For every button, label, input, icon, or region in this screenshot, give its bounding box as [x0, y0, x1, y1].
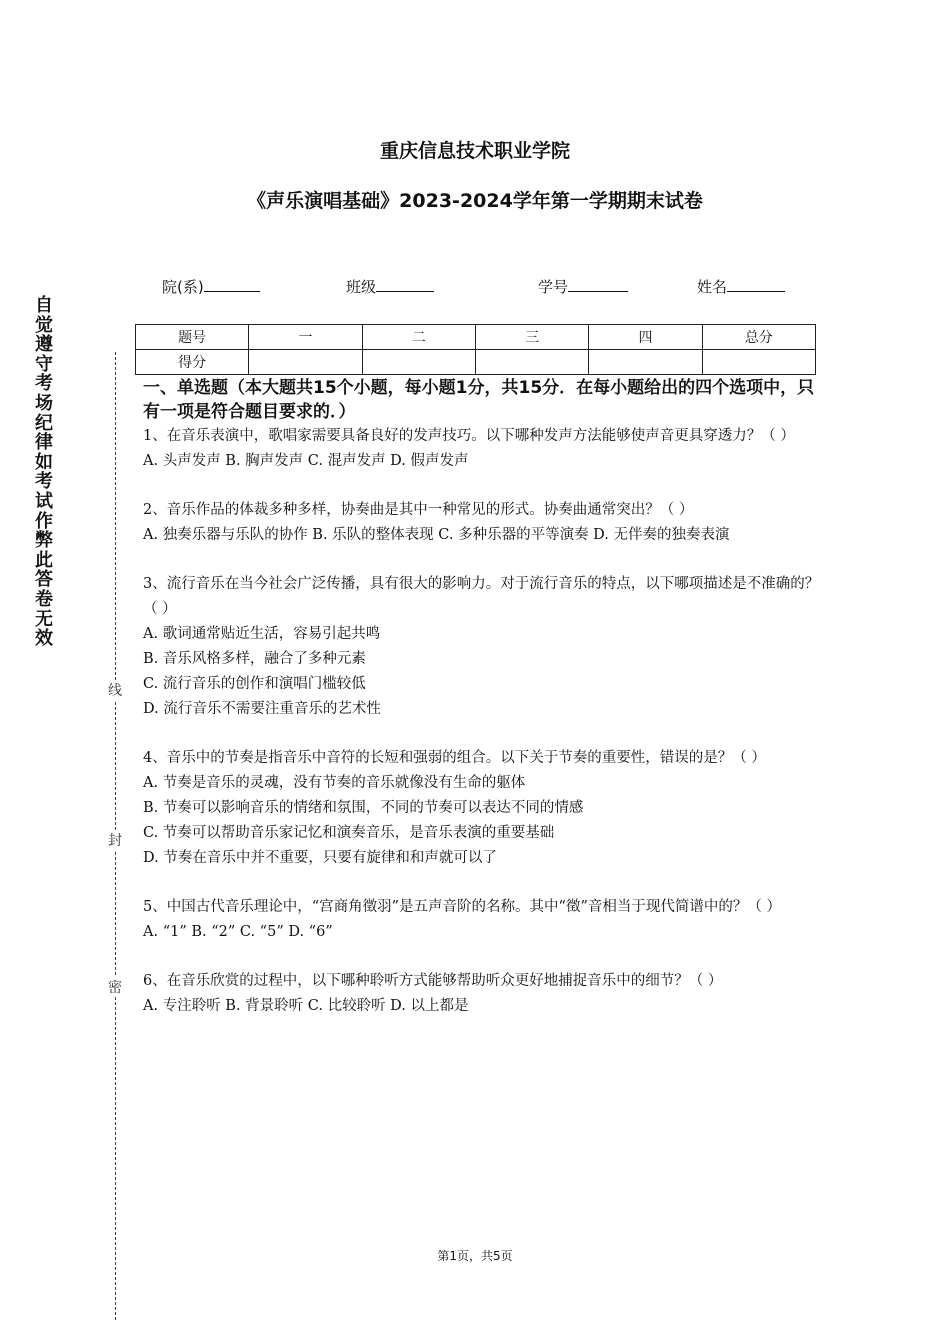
question-options: A. 独奏乐器与乐队的协作 B. 乐队的整体表现 C. 多种乐器的平等演奏 D. 无伴奏的独奏表演: [143, 527, 730, 543]
option-a: A. 歌词通常贴近生活，容易引起共鸣: [143, 626, 381, 642]
question-5: [143, 895, 821, 945]
student-id-field: [538, 276, 628, 297]
seal-label-dense: 密: [106, 977, 124, 997]
spacer: [143, 722, 821, 746]
score-table-col-3: 三: [475, 325, 588, 350]
name-field: [697, 276, 785, 297]
score-cell-total: [702, 350, 815, 375]
question-3: [143, 572, 821, 722]
option-b: B. 音乐风格多样，融合了多种元素: [143, 651, 366, 667]
option-d: D. 流行音乐不需要注重音乐的艺术性: [143, 701, 381, 717]
question-2: [143, 498, 821, 548]
question-6: [143, 969, 821, 1019]
score-cell-3: [475, 350, 588, 375]
score-cell-1: [249, 350, 362, 375]
student-id-label: 学号: [538, 278, 569, 296]
class-label: 班级: [346, 278, 377, 296]
option-c: C. 流行音乐的创作和演唱门槛较低: [143, 676, 366, 692]
student-id-blank: [568, 276, 628, 292]
question-options: A. 专注聆听 B. 背景聆听 C. 比较聆听 D. 以上都是: [143, 998, 469, 1014]
exam-content: [143, 376, 821, 1019]
question-stem: 4、音乐中的节奏是指音乐中音符的长短和强弱的组合。以下关于节奏的重要性，错误的是？（ ）: [143, 750, 766, 766]
score-cell-4: [589, 350, 702, 375]
question-stem: 6、在音乐欣赏的过程中，以下哪种聆听方式能够帮助听众更好地捕捉音乐中的细节？（ ）: [143, 973, 723, 989]
spacer: [143, 548, 821, 572]
class-blank: [376, 276, 434, 292]
score-table-header-row: [136, 325, 816, 350]
score-table-score-row: [136, 350, 816, 375]
option-a: A. 节奏是音乐的灵魂，没有节奏的音乐就像没有生命的躯体: [143, 775, 526, 791]
page-number: 第1页，共5页: [437, 1249, 513, 1263]
seal-label-line: 线: [106, 680, 124, 700]
exam-title: 《声乐演唱基础》2023-2024学年第一学期期末试卷: [247, 190, 703, 212]
department-field: [162, 276, 260, 297]
department-blank: [204, 276, 260, 292]
option-c: C. 节奏可以帮助音乐家记忆和演奏音乐，是音乐表演的重要基础: [143, 825, 555, 841]
spacer: [143, 945, 821, 969]
question-stem: 2、音乐作品的体裁多种多样，协奏曲是其中一种常见的形式。协奏曲通常突出？（ ）: [143, 502, 694, 518]
spacer: [143, 474, 821, 498]
question-options: A. 头声发声 B. 胸声发声 C. 混声发声 D. 假声发声: [143, 453, 469, 469]
question-1: [143, 424, 821, 474]
score-table-col-total: 总分: [702, 325, 815, 350]
class-field: [346, 276, 434, 297]
spacer: [143, 871, 821, 895]
name-label: 姓名: [697, 278, 728, 296]
option-d: D. 节奏在音乐中并不重要，只要有旋律和和声就可以了: [143, 850, 497, 866]
exam-discipline-warning: 自觉遵守考场纪律如考试作弊此答卷无效: [35, 295, 53, 650]
score-table-row-label: 题号: [136, 325, 249, 350]
question-stem: 5、中国古代音乐理论中，“宫商角徵羽”是五声音阶的名称。其中“徵”音相当于现代简谱中的？（ ）: [143, 899, 781, 915]
score-table-col-4: 四: [589, 325, 702, 350]
seal-label-seal: 封: [106, 830, 124, 850]
question-options: A. “1” B. “2” C. “5” D. “6”: [143, 924, 333, 940]
score-table-score-label: 得分: [136, 350, 249, 375]
department-label: 院(系): [162, 278, 204, 296]
score-cell-2: [362, 350, 475, 375]
section-heading: 一、单选题（本大题共15个小题，每小题1分，共15分．在每小题给出的四个选项中，只有一项是符合题目要求的．）: [143, 378, 815, 422]
name-blank: [727, 276, 785, 292]
score-table-col-1: 一: [249, 325, 362, 350]
question-4: [143, 746, 821, 871]
score-table-col-2: 二: [362, 325, 475, 350]
school-name: 重庆信息技术职业学院: [379, 140, 570, 162]
question-stem: 3、流行音乐在当今社会广泛传播，具有很大的影响力。对于流行音乐的特点，以下哪项描述是不准确的？（ ）: [143, 576, 820, 617]
question-stem: 1、在音乐表演中，歌唱家需要具备良好的发声技巧。以下哪种发声方法能够使声音更具穿透力？（ ）: [143, 428, 795, 444]
option-b: B. 节奏可以影响音乐的情绪和氛围，不同的节奏可以表达不同的情感: [143, 800, 584, 816]
score-table: [135, 324, 816, 375]
